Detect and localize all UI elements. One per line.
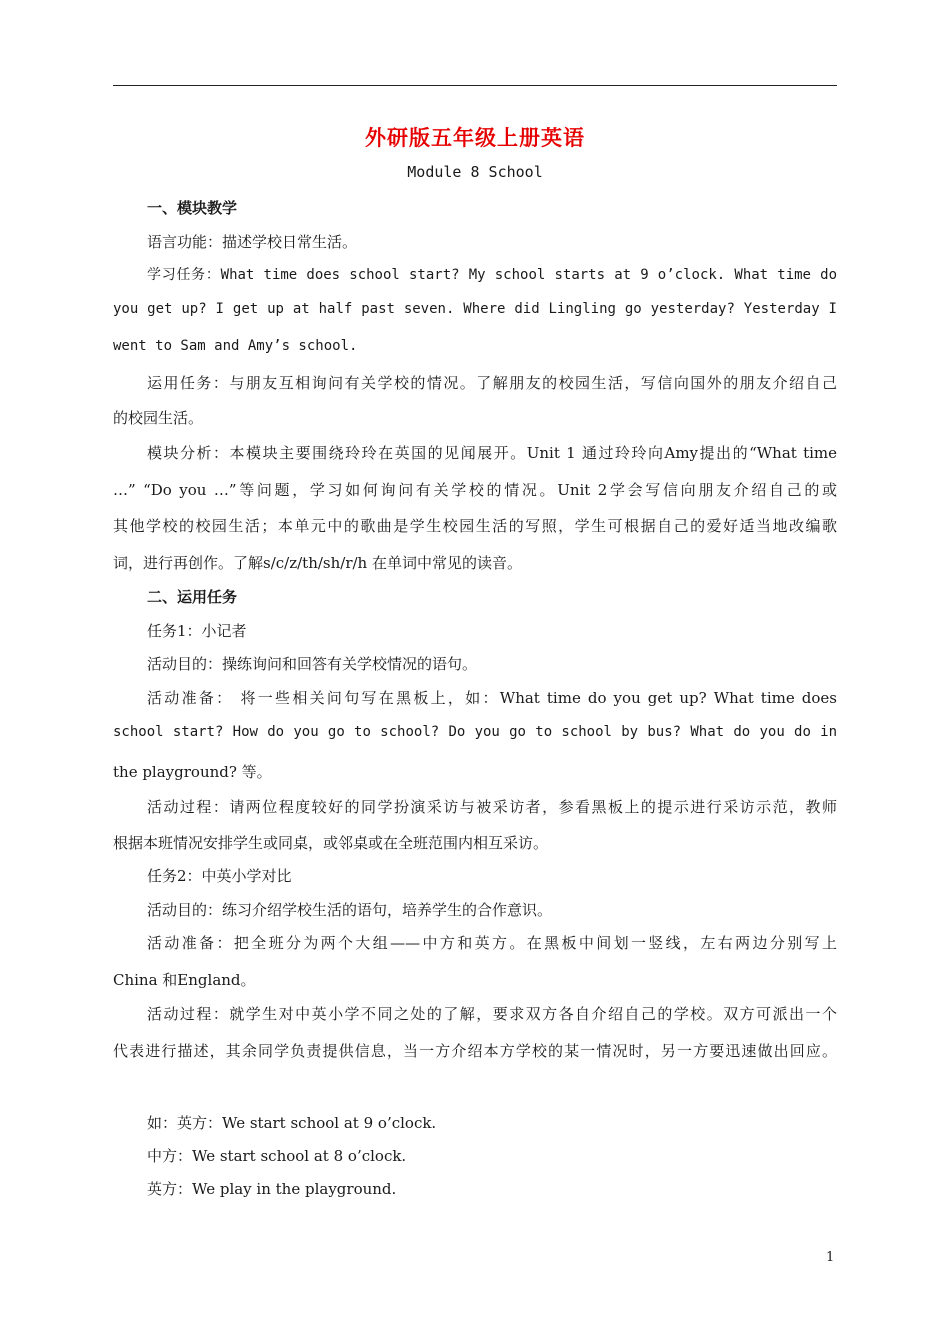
paragraph-line: 学习任务：What time does school start? My school starts at 9 o’clock. What time do <box>147 267 837 283</box>
paragraph-line: 其他学校的校园生活；本单元中的歌曲是学生校园生活的写照，学生可根据自己的爱好适当地改编歌 <box>113 517 837 535</box>
paragraph-line: 活动目的：操练询问和回答有关学校情况的语句。 <box>147 655 478 673</box>
paragraph-line: school start? How do you go to school? Do you go to school by bus? What do you do in <box>113 724 837 740</box>
page-number: 1 <box>826 1250 835 1265</box>
paragraph-line: the playground? 等。 <box>113 763 272 781</box>
paragraph-line: 的校园生活。 <box>113 409 204 427</box>
document-title: 外研版五年级上册英语 <box>365 126 585 150</box>
paragraph-line: 根据本班情况安排学生或同桌，或邻桌或在全班范围内相互采访。 <box>113 834 549 852</box>
section-heading-2: 二、运用任务 <box>147 588 238 606</box>
task-title-1: 任务1：小记者 <box>147 622 247 640</box>
paragraph-line: 模块分析：本模块主要围绕玲玲在英国的见闻展开。Unit 1 通过玲玲向Amy提出的“What time <box>147 444 837 462</box>
paragraph-line: …” “Do you …”等问题，学习如何询问有关学校的情况。Unit 2学会写信向朋友介绍自己的或 <box>113 481 837 499</box>
paragraph-line: 活动目的：练习介绍学校生活的语句，培养学生的合作意识。 <box>147 901 553 919</box>
paragraph-line: 活动准备：把全班分为两个大组——中方和英方。在黑板中间划一竖线，左右两边分别写上 <box>147 934 837 952</box>
document-subtitle: Module 8 School <box>407 163 543 181</box>
example-line: 中方：We start school at 8 o’clock. <box>147 1147 407 1165</box>
header-rule <box>113 85 837 86</box>
paragraph-line: 代表进行描述，其余同学负责提供信息，当一方介绍本方学校的某一情况时，另一方要迅速做出回应。 <box>113 1042 837 1060</box>
example-line: 如：英方：We start school at 9 o’clock. <box>147 1114 437 1132</box>
section-heading-1: 一、模块教学 <box>147 199 238 217</box>
paragraph-line: went to Sam and Amy’s school. <box>113 338 358 354</box>
paragraph-line: 语言功能：描述学校日常生活。 <box>147 233 358 251</box>
example-line: 英方：We play in the playground. <box>147 1180 397 1198</box>
task-title-2: 任务2：中英小学对比 <box>147 867 292 885</box>
paragraph-line: 活动过程：请两位程度较好的同学扮演采访与被采访者，参看黑板上的提示进行采访示范，教师 <box>147 798 837 816</box>
paragraph-line: 词，进行再创作。了解s/c/z/th/sh/r/h 在单词中常见的读音。 <box>113 554 522 572</box>
paragraph-line: you get up? I get up at half past seven. Where did Lingling go yesterday? Yesterday I <box>113 301 837 317</box>
paragraph-line: China 和England。 <box>113 971 256 989</box>
paragraph-line: 运用任务：与朋友互相询问有关学校的情况。了解朋友的校园生活，写信向国外的朋友介绍自己 <box>147 374 837 392</box>
paragraph-line: 活动准备： 将一些相关问句写在黑板上，如：What time do you get up? What time does <box>147 689 837 707</box>
paragraph-line: 活动过程：就学生对中英小学不同之处的了解，要求双方各自介绍自己的学校。双方可派出一个 <box>147 1005 837 1023</box>
